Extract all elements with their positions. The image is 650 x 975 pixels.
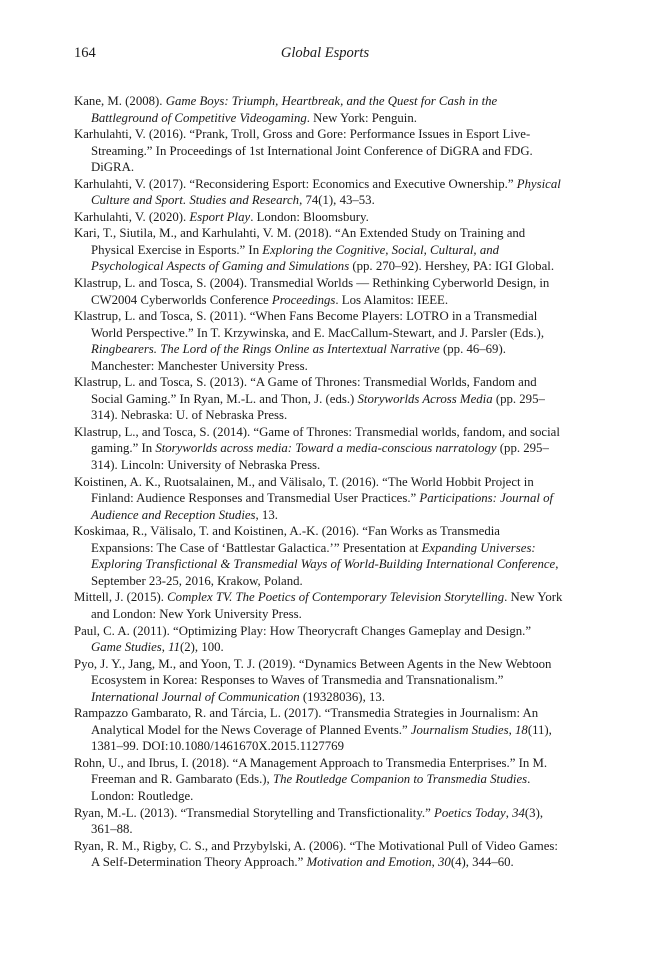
reference-text: Rohn, U., and Ibrus, I. (2018). “A Management Approach to Transmedia Enterprises.” In M. Freeman and R. Gambarato (Eds.), bbox=[74, 755, 548, 787]
reference-text: Koistinen, A. K., Ruotsalainen, M., and Välisalo, T. (2016). “The World Hobbit Project in Finland: Audience Responses and Transmedial User Practices.” bbox=[74, 474, 534, 506]
reference-text: . Los Alamitos: IEEE. bbox=[335, 292, 449, 307]
reference-entry bbox=[74, 308, 564, 374]
reference-text: (pp. 46–69). Manchester: Manchester University Press. bbox=[91, 342, 506, 373]
reference-title: 11 bbox=[168, 640, 180, 655]
reference-text: (pp. 295–314). Lincoln: University of Nebraska Press. bbox=[91, 441, 549, 473]
reference-title: International Journal of Communication bbox=[91, 689, 300, 704]
reference-title: Esport Play bbox=[189, 209, 251, 224]
reference-text: Ryan, R. M., Rigby, C. S., and Przybylski, A. (2006). “The Motivational Pull of Video Games: A Self-Determination Theory Approach.” bbox=[74, 838, 558, 870]
reference-text: Mittell, J. (2015). bbox=[74, 590, 168, 605]
reference-text: , 74(1), 43–53. bbox=[299, 193, 375, 208]
reference-text: Ryan, M.-L. (2013). “Transmedial Storytelling and Transfictionality.” bbox=[74, 805, 435, 820]
reference-text: , 13. bbox=[255, 507, 278, 522]
reference-text: (11), 1381–99. DOI:10.1080/1461670X.2015.1127769 bbox=[91, 722, 552, 754]
reference-title: Ringbearers. The Lord of the Rings Online as Intertextual Narrative bbox=[91, 342, 440, 357]
reference-text: (pp. 270–92). Hershey, PA: IGI Global. bbox=[349, 259, 555, 274]
reference-title: Motivation and Emotion bbox=[306, 855, 432, 870]
reference-entry bbox=[74, 705, 564, 755]
reference-title: 18 bbox=[515, 722, 528, 737]
reference-text: . London: Routledge. bbox=[91, 772, 531, 803]
reference-title: Storyworlds Across Media bbox=[357, 391, 493, 406]
page-number: 164 bbox=[74, 45, 96, 61]
reference-text: , bbox=[431, 855, 439, 870]
reference-entry bbox=[74, 275, 564, 308]
reference-text: , bbox=[508, 722, 516, 737]
reference-title: The Routledge Companion to Transmedia Studies bbox=[272, 772, 528, 787]
reference-text: Klastrup, L., and Tosca, S. (2014). “Game of Thrones: Transmedial worlds, fandom, and social gaming.” In bbox=[74, 424, 560, 456]
reference-text: , bbox=[505, 805, 513, 820]
reference-text: Karhulahti, V. (2017). “Reconsidering Esport: Economics and Executive Ownership.” bbox=[74, 176, 517, 191]
reference-text: (4), 344–60. bbox=[450, 855, 514, 870]
reference-text: Paul, C. A. (2011). “Optimizing Play: How Theorycraft Changes Gameplay and Design.” bbox=[74, 623, 532, 638]
reference-text: Koskimaa, R., Välisalo, T. and Koistinen, A.-K. (2016). “Fan Works as Transmedia Expansions: The Case of ‘Battlestar Galactica.’” Presentation at bbox=[74, 524, 500, 555]
reference-title: Storyworlds across media: Toward a media-conscious narratology bbox=[155, 441, 497, 456]
reference-text: Klastrup, L. and Tosca, S. (2004). Transmedial Worlds — Rethinking Cyberworld Design, in CW2004 Cyberworlds Conference bbox=[74, 276, 550, 307]
reference-entry bbox=[74, 838, 564, 871]
reference-entry bbox=[74, 374, 564, 424]
reference-entry bbox=[74, 176, 564, 209]
reference-text: . New York: Penguin. bbox=[306, 110, 417, 125]
reference-entry bbox=[74, 656, 564, 706]
reference-text: Kari, T., Siutila, M., and Karhulahti, V. M. (2018). “An Extended Study on Training and Physical Exercise in Esports.” In bbox=[74, 226, 526, 257]
reference-title: Proceedings bbox=[271, 292, 336, 307]
reference-entry bbox=[74, 623, 564, 656]
reference-entry bbox=[74, 424, 564, 474]
reference-list bbox=[74, 93, 564, 871]
reference-title: Expanding Universes: Exploring Transfictional & Transmedial Ways of World-Building International Conference bbox=[91, 540, 556, 572]
reference-text: (19328036), 13. bbox=[299, 689, 385, 704]
reference-text: , bbox=[161, 640, 169, 655]
reference-text: , September 23-25, 2016, Krakow, Poland. bbox=[91, 557, 559, 588]
reference-text: Kane, M. (2008). bbox=[74, 94, 166, 108]
reference-text: Karhulahti, V. (2020). bbox=[74, 209, 190, 224]
reference-entry bbox=[74, 805, 564, 838]
reference-text: Klastrup, L. and Tosca, S. (2011). “When Fans Become Players: LOTRO in a Transmedial World Perspective.” In T. Krzywinska, and E. MacCallum-Stewart, and J. Parsler (Eds.), bbox=[74, 309, 545, 340]
reference-entry bbox=[74, 589, 564, 622]
reference-text: . New York and London: New York University Press. bbox=[91, 590, 563, 621]
reference-title: 30 bbox=[438, 855, 451, 870]
reference-text: Klastrup, L. and Tosca, S. (2013). “A Game of Thrones: Transmedial Worlds, Fandom and Social Gaming.” In Ryan, M.-L. and Thon, J. (eds.) bbox=[74, 375, 537, 406]
reference-title: 34 bbox=[512, 805, 525, 820]
reference-title: Game Boys: Triumph, Heartbreak, and the Quest for Cash in the Battleground of Competitive Videogaming bbox=[91, 94, 498, 125]
reference-entry bbox=[74, 225, 564, 275]
reference-text: Pyo, J. Y., Jang, M., and Yoon, T. J. (2019). “Dynamics Between Agents in the New Webtoon Ecosystem in Korea: Responses to Waves of Transmedia and Transnationalism.” bbox=[74, 656, 552, 688]
reference-text: Rampazzo Gambarato, R. and Tárcia, L. (2017). “Transmedia Strategies in Journalism: An Analytical Model for the News Coverage of Planned Events.” bbox=[74, 706, 539, 737]
reference-text: (2), 100. bbox=[180, 640, 224, 655]
reference-entry bbox=[74, 209, 564, 226]
reference-entry bbox=[74, 93, 564, 126]
reference-title: Poetics Today bbox=[434, 805, 506, 820]
reference-entry bbox=[74, 126, 564, 176]
reference-text: (3), 361–88. bbox=[91, 805, 544, 837]
reference-title: Participations: Journal of Audience and Reception Studies bbox=[91, 491, 554, 522]
reference-entry bbox=[74, 755, 564, 805]
reference-entry bbox=[74, 523, 564, 589]
reference-text: . London: Bloomsbury. bbox=[250, 209, 369, 224]
reference-text: Karhulahti, V. (2016). “Prank, Troll, Gross and Gore: Performance Issues in Esport Live-Streaming.” In Proceedings of 1st International Joint Conference of DiGRA and FDG. DiGRA. bbox=[74, 127, 533, 175]
reference-title: Exploring the Cognitive, Social, Cultural, and Psychological Aspects of Gaming and Simulations bbox=[91, 242, 500, 274]
reference-title: Physical Culture and Sport. Studies and Research bbox=[91, 176, 561, 208]
running-title: Global Esports bbox=[280, 45, 370, 61]
reference-entry bbox=[74, 474, 564, 524]
reference-title: Complex TV. The Poetics of Contemporary Television Storytelling bbox=[167, 590, 505, 605]
reference-title: Game Studies bbox=[91, 640, 162, 655]
reference-text: (pp. 295–314). Nebraska: U. of Nebraska Press. bbox=[91, 391, 545, 423]
reference-title: Journalism Studies bbox=[410, 722, 509, 737]
